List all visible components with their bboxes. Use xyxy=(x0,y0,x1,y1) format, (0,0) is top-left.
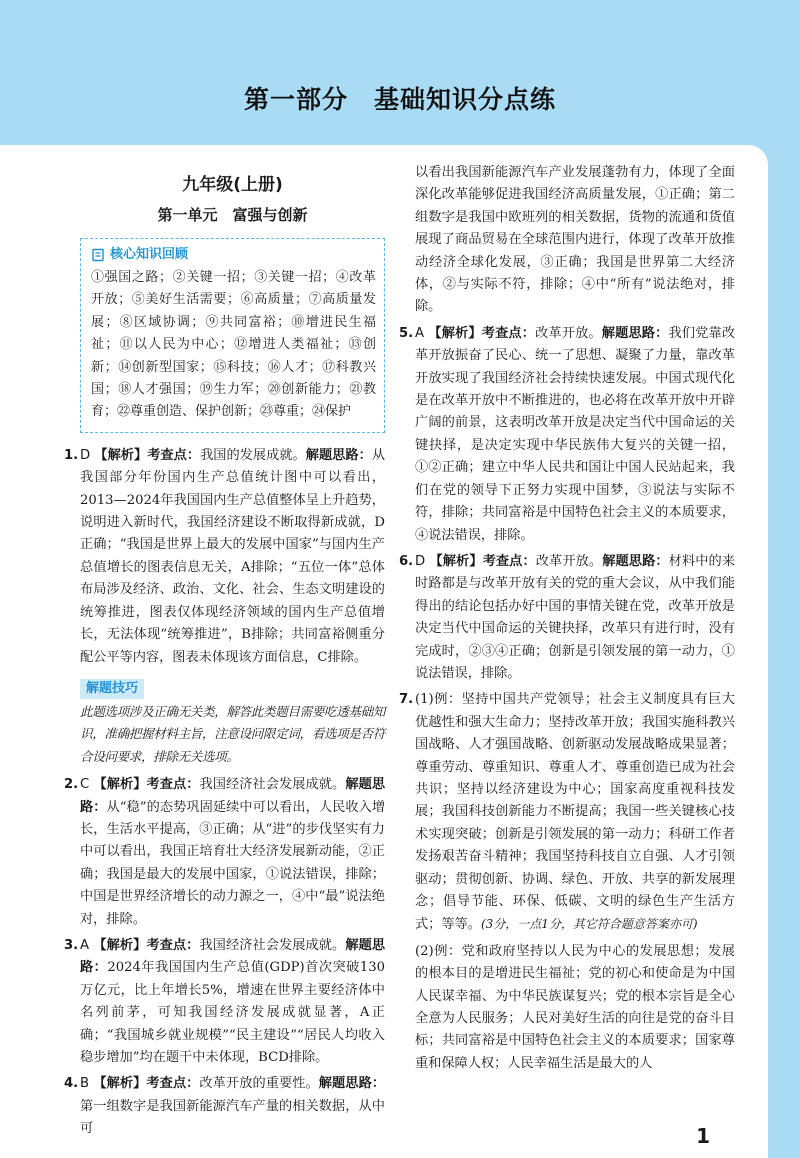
core-knowledge-title xyxy=(91,245,376,265)
topic-text: 我国经济社会发展成就。 xyxy=(199,777,346,793)
unit-heading: 第一单元 富强与创新 xyxy=(157,206,308,224)
question-number: 2. xyxy=(64,777,79,793)
analysis-label: 【解析】考查点： xyxy=(428,325,536,341)
answer-item-4-continued: 以看出我国新能源汽车产业发展蓬勃有力，体现了全面深化改革能够促进我国经济高质量发展，①正确；第二组数字是我国中欧班列的相关数据，货物的流通和货值展现了商品贸易在全球范围内进行，体现了改革开放推动经济全球化发展，③正确；我国是世界第二大经济体，②与实际不符，排除；④中“所有”说法绝对，排除。 xyxy=(415,165,735,315)
approach-label: 解题思路： xyxy=(80,777,386,815)
core-knowledge-title-text: 核心知识回顾 xyxy=(110,247,189,262)
analysis-label: 【解析】考查点： xyxy=(429,553,536,569)
tip-section xyxy=(80,673,385,768)
scoring-note: (3分，一点1分，其它符合题意答案亦可) xyxy=(480,917,698,932)
page-number: 1 xyxy=(696,1124,710,1148)
topic-text: 我国的发展成就。 xyxy=(200,447,306,463)
question-number: 7. xyxy=(399,692,414,708)
page-header xyxy=(0,0,800,145)
approach-label: 解题思路： xyxy=(601,325,669,341)
answer-letter: D xyxy=(415,553,426,569)
answer-item-5 xyxy=(399,323,736,547)
approach-label: 解题思路： xyxy=(318,1076,386,1092)
page-body xyxy=(0,145,768,1158)
topic-text: 改革开放。 xyxy=(535,325,602,341)
answer-item-4 xyxy=(64,1073,386,1140)
page-title: 第一部分 基础知识分点练 xyxy=(243,85,556,114)
approach-label: 解题思路： xyxy=(305,447,372,463)
core-knowledge-box xyxy=(80,238,385,433)
answer-item-7-part-2: (2)例：党和政府坚持以人民为中心的发展思想；发展的根本目的是增进民生福祉；党的初心和使命是为中国人民谋幸福、为中华民族谋复兴；党的根本宗旨是全心全意为人民服务；人民对美好生活的向往是党的奋斗目标；共同富裕是中国特色社会主义的本质要求；国家尊重和保障人权；人民幸福生活是最大的人 xyxy=(415,943,735,1071)
explanation-text: 材料中的来时路都是与改革开放有关的党的重大会议，从中我们能得出的结论包括办好中国的事情关键在党，改革开放是决定当代中国命运的关键抉择，改革只有进行时，没有完成时，②③④正确；创新是引领发展的第一动力，①说法错误，排除。 xyxy=(415,553,736,681)
answer-letter: B xyxy=(80,1076,90,1092)
right-column xyxy=(399,162,736,1079)
tip-body: 此题选项涉及正确无关类，解答此类题目需要吃透基础知识，准确把握材料主旨，注意设问限定词，看选项是否符合设问要求，排除无关选项。 xyxy=(80,703,385,764)
grade-heading: 九年级(上册) xyxy=(182,175,283,195)
core-knowledge-body: ①强国之路；②关键一招；③关键一招；④改革开放；⑤美好生活需要；⑥高质量；⑦高质量发展；⑧区域协调；⑨共同富裕；⑩增进民生福祉；⑪以人民为中心；⑫增进人类福祉；⑬创新；⑭创新型国家；⑮科技；⑯人才；⑰科教兴国；⑱人才强国；⑲生力军；⑳创新能力；㉑教育；㉒尊重创造、保护创新；㉓尊重；㉔保护 xyxy=(91,270,376,420)
question-number: 3. xyxy=(64,937,79,953)
answer-part-1: (1)例：坚持中国共产党领导；社会主义制度具有巨大优越性和强大生命力；坚持改革开放；我国实施科教兴国战略、人才强国战略、创新驱动发展战略成果显著；尊重劳动、尊重知识、尊重人才、尊重创造已成为社会共识；坚持以经济建设为中心；国家高度重视科技发展；我国科技创新能力不断提高；我国一些关键核心技术实现突破；创新是引领发展的第一动力；科研工作者发扬艰苦奋斗精神；我国坚持科技自立自强、人才引领驱动；贯彻创新、协调、绿色、开放、共享的新发展理念；倡导节能、环保、低碳、文明的绿色生产生活方式；等等。 xyxy=(415,692,735,933)
tip-title: 解题技巧 xyxy=(80,679,144,699)
explanation-text: 2024年我国国内生产总值(GDP)首次突破130万亿元，比上年增长5%，增速在世界主要经济体中名列前茅，可知我国经济发展成就显著，A正确；“我国城乡就业规模”“民主建设”“居民人均收入稳步增加”均在题干中未体现，BCD排除。 xyxy=(80,960,385,1065)
approach-label: 解题思路： xyxy=(80,937,386,976)
question-number: 6. xyxy=(399,553,414,569)
answer-item-3 xyxy=(64,935,386,1069)
answer-letter: D xyxy=(80,447,91,463)
approach-label: 解题思路： xyxy=(602,553,669,569)
answer-item-7 xyxy=(399,689,735,936)
answer-letter: C xyxy=(80,777,90,793)
analysis-label: 【解析】考查点： xyxy=(93,777,200,793)
topic-text: 改革开放。 xyxy=(535,553,603,569)
answer-letter: A xyxy=(415,325,425,341)
question-number: 5. xyxy=(399,325,414,341)
analysis-label: 【解析】考查点： xyxy=(93,937,200,953)
analysis-label: 【解析】考查点： xyxy=(94,447,201,463)
explanation-text: 从我国部分年份国内生产总值统计图中可以看出，2013—2024年我国国内生产总值整体呈上升趋势，说明进入新时代，我国经济建设不断取得新成就，D正确；“我国是世界上最大的发展中国家”与国内生产总值增长的图表信息无关，A排除；“五位一体”总体布局涉及经济、政治、文化、社会、生态文明建设的统筹推进，图表仅体现经济领域的国内生产总值增长，无法体现“统筹推进”，B排除；共同富裕侧重分配公平等内容，图表未体现该方面信息，C排除。 xyxy=(80,447,385,665)
explanation-text: 从“稳”的态势巩固延续中可以看出，人民收入增长，生活水平提高，③正确；从“进”的步伐坚实有力中可以看出，我国正培育壮大经济发展新动能，②正确；我国是最大的发展中国家，①说法错误，排除；中国是世界经济增长的动力源之一，④中“最”说法绝对，排除。 xyxy=(80,799,386,927)
left-column xyxy=(64,172,386,1145)
topic-text: 改革开放的重要性。 xyxy=(199,1076,319,1092)
explanation-text: 我们党靠改革开放振奋了民心、统一了思想、凝聚了力量，靠改革开放实现了我国经济社会持续快速发展。中国式现代化是在改革开放中不断推进的，也必将在改革开放中开辟广阔的前景，这表明改革开放是决定当代中国命运的关键抉择，是决定实现中华民族伟大复兴的关键一招，①②正确；建立中华人民共和国让中国人民站起来，我们在党的领导下正努力实现中国梦，③说法与实际不符，排除；共同富裕是中国特色社会主义的本质要求，④说法错误，排除。 xyxy=(415,325,736,543)
answer-letter: A xyxy=(80,937,90,953)
question-number: 1. xyxy=(64,447,79,463)
answer-item-2 xyxy=(64,774,386,931)
topic-text: 我国经济社会发展成就。 xyxy=(199,937,346,953)
notebook-icon xyxy=(91,248,105,262)
answer-item-6 xyxy=(399,551,736,685)
explanation-text: 第一组数字是我国新能源汽车产量的相关数据，从中可 xyxy=(80,1098,385,1137)
question-number: 4. xyxy=(64,1076,79,1092)
analysis-label: 【解析】考查点： xyxy=(93,1076,200,1092)
answer-item-1 xyxy=(64,445,385,669)
